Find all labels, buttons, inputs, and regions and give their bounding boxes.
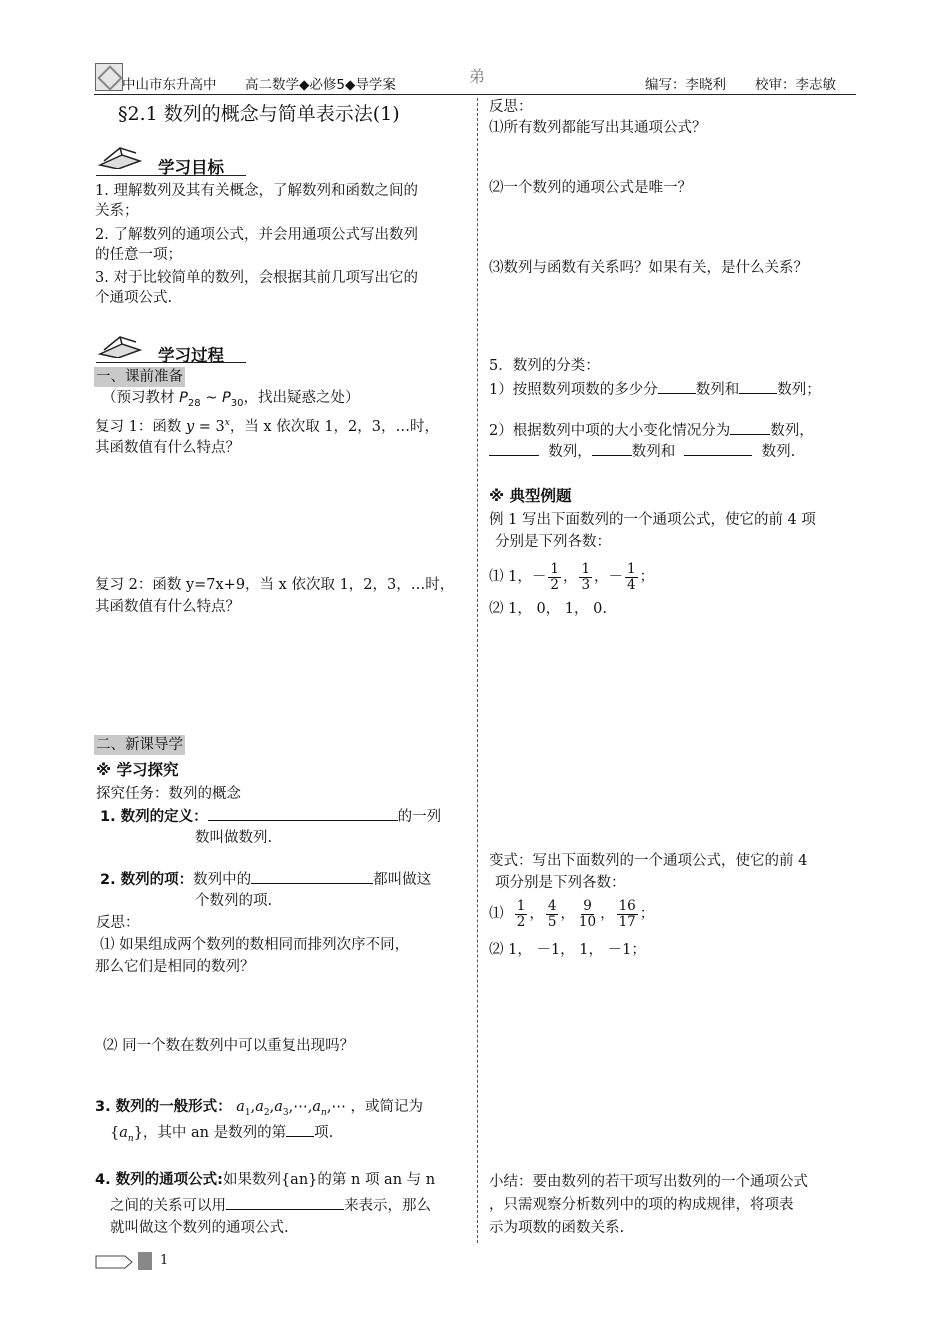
general-form-line: 3. 数列的一般形式： $a_1,a_2,a_3,\cdots,a_n,\cdots$ ，或简记为 xyxy=(95,1099,424,1118)
summary-line1: 小结：要由数列的若干项写出数列的一个通项公式 xyxy=(489,1174,808,1190)
definition-line2: 数叫做数列. xyxy=(195,830,273,846)
examples-heading: ※ 典型例题 xyxy=(489,487,572,505)
general-form-line2: $\{a_n\}$，其中 an 是数列的第 项. xyxy=(110,1122,333,1149)
example1-sequence-a: ⑴ 1，－ $\frac{1}{2}$ ， $\frac{1}{3}$ ，－ $\frac{1}{4}$ ； xyxy=(489,560,655,593)
goal-line: 3. 对于比较简单的数列，会根据其前几项写出它的 xyxy=(95,270,418,286)
review1-line: 复习 1：函数 $y = 3^x$，当 x 依次取 1，2，3，…时， xyxy=(95,418,440,435)
review2-line2: 其函数值有什么特点？ xyxy=(95,599,240,615)
classification-2-line2: 数列， 数列和 数列. xyxy=(489,441,795,462)
process-heading: 学习过程 xyxy=(158,346,224,365)
formula-line3: 就叫做这个数列的通项公式. xyxy=(110,1220,289,1236)
header-stamp: 弟 xyxy=(468,67,485,86)
question-1-line2: 那么它们是相同的数列？ xyxy=(95,959,255,975)
book-icon xyxy=(96,143,144,169)
goals-heading: 学习目标 xyxy=(158,158,224,177)
question-1: ⑴ 如果组成两个数列的数相同而排列次序不同， xyxy=(100,937,410,953)
page-arrow-icon xyxy=(95,1255,133,1269)
variant-line1: 变式：写出下面数列的一个通项公式，使它的前 4 xyxy=(489,853,808,869)
school-name: 中山市东升高中 xyxy=(122,77,217,93)
reflect-question-1: ⑴所有数列都能写出其通项公式？ xyxy=(489,120,707,136)
formula-line2: 之间的关系可以用 来表示，那么 xyxy=(110,1195,431,1216)
right-reflect-label: 反思： xyxy=(489,99,533,115)
variant-line2: 项分别是下列各数： xyxy=(495,875,626,891)
example1-line1: 例 1 写出下面数列的一个通项公式，使它的前 4 项 xyxy=(489,512,816,528)
term-line: 2. 数列的项：数列中的 都叫做这 xyxy=(100,869,431,890)
classification-title: 5．数列的分类： xyxy=(489,358,600,374)
column-divider xyxy=(477,98,478,1243)
variant-sequence-a: ⑴ $\frac{1}{2}$ ， $\frac{4}{5}$ ， $\frac{9}{10}$ ， $\frac{16}{17}$ ； xyxy=(489,897,655,930)
process-rule xyxy=(96,362,246,363)
summary-line3: 示为项数的函数关系. xyxy=(489,1220,625,1236)
page-marker xyxy=(138,1252,152,1270)
goals-rule xyxy=(96,175,246,176)
term-line2: 个数列的项. xyxy=(195,893,273,909)
goal-line: 关系； xyxy=(95,203,139,219)
definition-line: 1. 数列的定义： 的一列 xyxy=(100,806,441,827)
example1-sequence-b: ⑵ 1， 0， 1， 0. xyxy=(489,601,607,617)
reflect-question-2: ⑵一个数列的通项公式是唯一？ xyxy=(489,180,692,196)
reviewer-credit: 校审：李志敏 xyxy=(755,77,836,93)
goal-line: 1. 理解数列及其有关概念，了解数列和函数之间的 xyxy=(95,183,418,199)
question-2: ⑵ 同一个数在数列中可以重复出现吗？ xyxy=(103,1038,355,1054)
reflect-label: 反思： xyxy=(96,915,140,931)
header-rule xyxy=(94,94,856,95)
reflect-question-3: ⑶数列与函数有关系吗？如果有关，是什么关系？ xyxy=(489,260,808,276)
review1-line2: 其函数值有什么特点？ xyxy=(95,440,240,456)
classification-2: 2）根据数列中项的大小变化情况分为 数列， xyxy=(489,420,814,441)
book-icon xyxy=(96,332,144,358)
variant-sequence-b: ⑵ 1， －1， 1， －1； xyxy=(489,942,646,958)
explore-heading: ※ 学习探究 xyxy=(96,761,179,779)
example1-line2: 分别是下列各数： xyxy=(495,534,611,550)
classification-1: 1）按照数列项数的多少分 数列和 数列； xyxy=(489,379,821,400)
goal-line: 个通项公式. xyxy=(95,290,173,306)
school-logo xyxy=(95,63,123,91)
summary-line2: ，只需观察分析数列中的项的构成规律，将项表 xyxy=(489,1197,794,1213)
editor-credit: 编写：李晓利 xyxy=(645,77,726,93)
formula-line: 4. 数列的通项公式:如果数列{an}的第 n 项 an 与 n xyxy=(95,1172,436,1188)
preview-note: （预习教材 $P_{28}$ ~ $P_{30}$，找出疑惑之处） xyxy=(102,390,360,409)
explore-task: 探究任务：数列的概念 xyxy=(96,786,241,802)
part1-heading: 一、课前准备 xyxy=(96,369,183,385)
review2-line: 复习 2：函数 y=7x+9，当 x 依次取 1，2，3，…时， xyxy=(95,577,455,593)
goal-line: 的任意一项； xyxy=(95,247,182,263)
page-title: §2.1 数列的概念与简单表示法(1) xyxy=(118,103,400,125)
course-name: 高二数学◆必修5◆导学案 xyxy=(245,77,396,93)
part2-heading: 二、新课导学 xyxy=(96,737,183,753)
goal-line: 2. 了解数列的通项公式，并会用通项公式写出数列 xyxy=(95,227,418,243)
page-number: 1 xyxy=(160,1253,169,1268)
